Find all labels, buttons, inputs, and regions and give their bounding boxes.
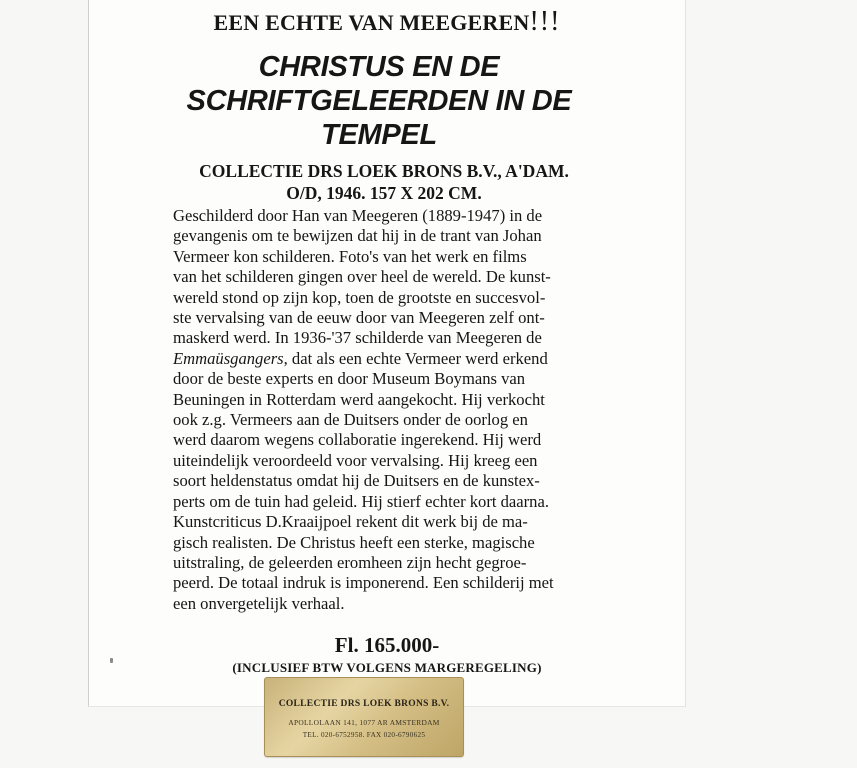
body-line: gevangenis om te bewijzen dat hij in de trant van Johan: [173, 226, 542, 246]
body-line: ook z.g. Vermeers aan de Duitsers onder de oorlog en: [173, 410, 528, 430]
price-note: (INCLUSIEF BTW VOLGENS MARGEREGELING): [232, 660, 542, 675]
body-line: uiteindelijk veroordeeld voor vervalsing. Hij kreeg een: [173, 450, 538, 470]
body-line: Geschilderd door Han van Meegeren (1889-1947) in de: [173, 206, 543, 225]
body-line: van het schilderen gingen over heel de wereld. De kunst-: [173, 267, 551, 287]
gallery-sticker: [264, 677, 464, 757]
document-sheet: [88, 0, 686, 707]
paper-speck: [110, 658, 113, 663]
artwork-meta: [129, 160, 639, 204]
body-line: wereld stond op zijn kop, toen de grootste en succesvol-: [173, 287, 546, 307]
body-line: [173, 349, 593, 369]
price: Fl. 165.000-: [334, 633, 440, 657]
body-line: Vermeer kon schilderen. Foto's van het werk en films: [173, 246, 527, 266]
title-line: SCHRIFTGELEERDEN IN DE: [186, 85, 572, 117]
headline: [89, 6, 685, 38]
headline-exclamation: !!!: [529, 6, 561, 37]
body-line: een onvergetelijk verhaal.: [173, 593, 345, 613]
body-line: uitstraling, de geleerden eromheen zijn hecht gegroe-: [173, 552, 527, 572]
sticker-phone: TEL. 020-6752958. FAX 020-6790625: [302, 731, 426, 739]
meta-line-dimensions: O/D, 1946. 157 X 202 CM.: [286, 183, 482, 203]
body-line: Beuningen in Rotterdam werd aangekocht. Hij verkocht: [173, 389, 545, 409]
body-line: werd daarom wegens collaboratie ingerekend. Hij werd: [173, 430, 542, 450]
body-line-rest: , dat als een echte Vermeer werd erkend: [283, 348, 548, 368]
body-line: Kunstcriticus D.Kraaijpoel rekent dit werk bij de ma-: [173, 512, 528, 532]
body-line: peerd. De totaal indruk is imponerend. Een schilderij met: [173, 573, 554, 593]
title-line: CHRISTUS EN DE: [258, 51, 500, 83]
artwork-title: [129, 50, 629, 152]
emphasized-title: Emmaüsgangers: [173, 348, 284, 368]
title-line: TEMPEL: [321, 119, 437, 151]
body-line: perts om de tuin had geleid. Hij stierf echter kort daarna.: [173, 491, 549, 511]
sticker-name: COLLECTIE DRS LOEK BRONS B.V.: [278, 699, 450, 709]
description-text: [173, 206, 593, 614]
body-line: gisch realisten. De Christus heeft een sterke, magische: [173, 532, 535, 552]
body-line: door de beste experts en door Museum Boymans van: [173, 369, 526, 389]
meta-line-collection: COLLECTIE DRS LOEK BRONS B.V., A'DAM.: [199, 161, 569, 181]
body-line: ste vervalsing van de eeuw door van Meegeren zelf ont-: [173, 308, 545, 328]
body-line: maskerd werd. In 1936-'37 schilderde van Meegeren de: [173, 328, 542, 348]
sticker-address: APOLLOLAAN 141, 1077 AR AMSTERDAM: [288, 718, 440, 727]
body-line: soort heldenstatus omdat hij de Duitsers en de kunstex-: [173, 471, 540, 491]
headline-text: EEN ECHTE VAN MEEGEREN: [213, 10, 530, 35]
